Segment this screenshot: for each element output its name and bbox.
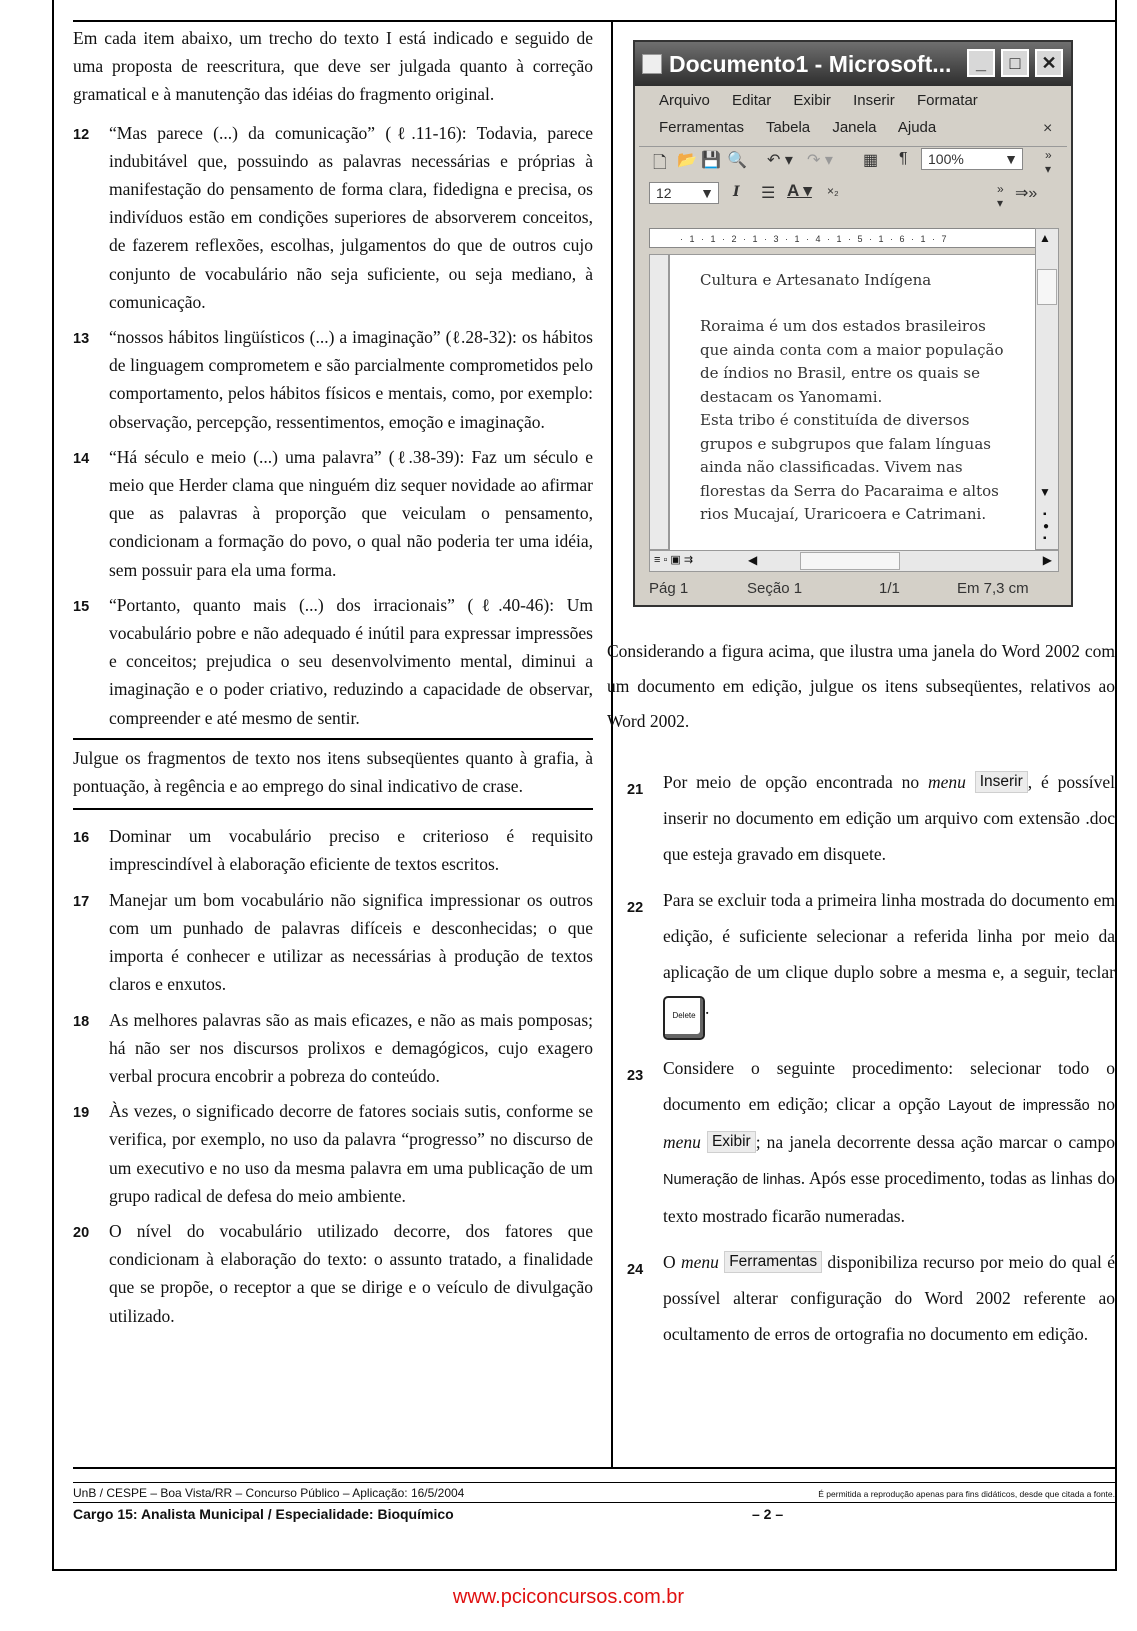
footer-exam-info: UnB / CESPE – Boa Vista/RR – Concurso Público – Aplicação: 16/5/2004: [73, 1486, 465, 1500]
minimize-button[interactable]: _: [967, 49, 995, 77]
intro-word: Considerando a figura acima, que ilustra uma janela do Word 2002 com um documento em edição, julgue os itens subseqüentes, relativos ao Word 2002.: [607, 641, 1115, 731]
question-17: 17 Manejar um bom vocabulário não significa impressionar os outros com um punhado de palavras difíceis e desconhecidas; o que importa é conhecer e utilizar as necessárias à produção de textos claros e enxutos.: [73, 889, 593, 995]
footer-copyright: É permitida a reprodução apenas para fins didáticos, desde que citada a fonte.: [818, 1489, 1115, 1499]
exibir-menu-button: Exibir: [707, 1131, 756, 1153]
menu-bar-row-2: [659, 119, 954, 136]
document-line: Esta tribo é constituída de diversos: [700, 411, 970, 429]
new-document-icon[interactable]: 🗋: [653, 153, 667, 172]
font-size-select[interactable]: 12 ▼: [649, 182, 719, 204]
intro-rewriting: Em cada item abaixo, um trecho do texto I está indicado e seguido de uma proposta de reescritura, que deve ser julgada quanto à correção gramatical e à manutenção das idéias do fragmento original.: [73, 28, 593, 105]
site-url[interactable]: www.pciconcursos.com.br: [452, 1586, 685, 1608]
undo-icon[interactable]: ↶ ▾: [767, 152, 793, 169]
toolbar-options-icon-2[interactable]: » ▾: [997, 182, 1004, 210]
section-divider: [73, 738, 593, 740]
section-divider: [73, 808, 593, 810]
right-questions: [627, 764, 1115, 1352]
browse-object-icon[interactable]: ▪ ● ▪: [1043, 509, 1050, 544]
menu-inserir[interactable]: Inserir: [853, 92, 895, 109]
table-icon[interactable]: ▦: [863, 152, 879, 169]
scroll-left-icon[interactable]: ◀: [748, 553, 758, 567]
document-line: ainda não classificadas. Vivem nas: [700, 458, 963, 476]
question-16: 16 Dominar um vocabulário preciso e criterioso é requisito imprescindível à elaboração eficiente de textos escritos.: [73, 826, 593, 875]
menu-janela[interactable]: Janela: [832, 119, 877, 136]
menu-formatar[interactable]: Formatar: [916, 92, 978, 109]
close-document-icon[interactable]: ×: [1043, 120, 1053, 137]
inserir-menu-button: Inserir: [975, 771, 1028, 793]
scroll-up-icon[interactable]: ▲: [1039, 231, 1051, 245]
menu-exibir[interactable]: Exibir: [793, 92, 831, 109]
left-column: [73, 24, 593, 1330]
save-disk-icon[interactable]: 💾: [701, 152, 721, 169]
menu-tabela[interactable]: Tabela: [765, 119, 811, 136]
scroll-down-icon[interactable]: ▼: [1039, 485, 1051, 499]
italic-icon[interactable]: I: [733, 184, 740, 200]
question-13: 13 “nossos hábitos lingüísticos (...) a imaginação” (ℓ.28-32): os hábitos de linguagem comprometem e são parcialmente comprometidos pelo comportamento, pelos hábitos físicos e mentais, como, por exemplo: observação, percepção, ressentimentos, emoção e imaginação.: [73, 327, 593, 432]
intro-grammar: Julgue os fragmentos de texto nos itens subseqüentes quanto à grafia, à pontuação, à regência e ao emprego do sinal indicativo de crase.: [73, 747, 593, 797]
question-15: 15 “Portanto, quanto mais (...) dos irracionais” (ℓ.40-46): Um vocabulário pobre e não adequado é inútil para expressar impressões e conceitos; prejudica o seu desenvolvimento mental, diminui a imaginação e o poder criativo, reduzindo a capacidade de observar, compreender e até mesmo de sentir.: [73, 594, 593, 728]
question-12: 12 “Mas parece (...) da comunicação” (ℓ.11-16): Todavia, parece indubitável que, possuindo as palavras necessárias e próprias à manifestação do pensamento de forma clara, fidedigna e precisa, os indivíduos estão em condições superiores de absorverem conceitos, de fazerem reflexões, escolhas, julgamentos do que de outros cujo conjunto de vocabulário não seja suficiente, ou seja mediano, à comunicação.: [73, 122, 593, 312]
menu-ferramentas[interactable]: Ferramentas: [659, 119, 745, 136]
horizontal-scrollbar[interactable]: [649, 550, 1059, 572]
close-button[interactable]: ✕: [1035, 49, 1063, 77]
page-number: – 2 –: [752, 1506, 784, 1522]
chevron-down-icon: ▼: [1004, 151, 1018, 167]
menu-arquivo[interactable]: Arquivo: [659, 92, 710, 109]
scroll-right-icon[interactable]: ▶: [1042, 553, 1052, 567]
menu-editar[interactable]: Editar: [732, 92, 772, 109]
document-line: de índios no Brasil, entre os quais se: [700, 364, 980, 382]
h-scroll-thumb[interactable]: [800, 552, 900, 570]
footer-rule: [73, 1482, 1115, 1483]
document-line: florestas da Serra do Pacaraima e altos: [700, 481, 999, 500]
document-line: destacam os Yanomami.: [700, 387, 883, 406]
redo-icon[interactable]: ↷ ▾: [807, 152, 833, 169]
status-position: Em 7,3 cm: [957, 580, 1029, 597]
toolbar-options-icon[interactable]: » ▾: [1045, 148, 1052, 176]
status-page: Pág 1: [649, 580, 689, 597]
view-buttons-icon[interactable]: ≡ ▫ ▣ ⇉: [654, 554, 694, 566]
pilcrow-icon[interactable]: ¶: [899, 150, 908, 167]
document-title: Cultura e Artesanato Indígena: [700, 271, 932, 289]
document-line: rios Mucajaí, Uraricoera e Catrimani.: [700, 505, 987, 523]
document-line: que ainda conta com a maior população: [700, 340, 1004, 359]
move-toolbar-icon[interactable]: ⇒»: [1015, 185, 1038, 202]
scroll-thumb[interactable]: [1037, 269, 1057, 305]
ferramentas-menu-button: Ferramentas: [724, 1251, 822, 1273]
chevron-down-icon: ▼: [700, 185, 714, 201]
footer-rule-2: [73, 1502, 1115, 1503]
horizontal-ruler: · 1 · 1 · 2 · 1 · 3 · 1 · 4 · 1 · 5 · 1 · 6 · 1 · 7: [649, 228, 1059, 248]
numbering-icon[interactable]: ☰: [761, 185, 776, 202]
bottom-rule: [73, 1467, 1115, 1469]
status-bar: [639, 575, 1067, 603]
right-column: [607, 634, 1115, 739]
status-section: Seção 1: [747, 580, 803, 597]
question-22: 22 Para se excluir toda a primeira linha mostrada do documento em edição, é suficiente selecionar a referida linha por meio da aplicação de um clique duplo sobre a mesma e, a seguir, teclar Delete .: [627, 882, 1115, 1040]
document-line: Roraima é um dos estados brasileiros: [700, 317, 986, 335]
question-24: 24 O menu Ferramentas disponibiliza recurso por meio do qual é possível alterar configuração do Word 2002 referente ao ocultamento de erros de ortografia no documento em edição.: [627, 1252, 1115, 1344]
zoom-select[interactable]: 100% ▼: [921, 148, 1023, 170]
top-rule: [73, 20, 1115, 22]
question-23: 23 Considere o seguinte procedimento: selecionar todo o documento em edição; clicar a opção Layout de impressão no menu Exibir ; na janela decorrente dessa ação marcar o campo Numeração de linhas. Após esse procedimento, todas as linhas do texto mostrado ficarão numeradas.: [627, 1058, 1116, 1226]
vertical-scrollbar[interactable]: [1035, 228, 1059, 550]
document-area[interactable]: [669, 254, 1037, 552]
menu-ajuda[interactable]: Ajuda: [897, 119, 937, 136]
print-preview-icon[interactable]: 🔍: [727, 152, 747, 169]
document-line: grupos e subgrupos que falam línguas: [700, 434, 991, 453]
font-color-icon[interactable]: A ▾: [787, 181, 812, 200]
question-20: 20 O nível do vocabulário utilizado decorre, dos fatores que condicionam à elaboração do texto: o assunto tratado, a finalidade que se propõe, o receptor a que se dirige e o veículo de divulgação utilizado.: [73, 1220, 593, 1326]
delete-key-icon: Delete: [663, 996, 705, 1040]
question-21: 21 Por meio de opção encontrada no menu Inserir , é possível inserir no documento em edição um arquivo com extensão .doc que esteja gravado em disquete.: [627, 772, 1115, 864]
question-19: 19 Às vezes, o significado decorre de fatores sociais sutis, conforme se verifica, por exemplo, no uso da palavra “progresso” no discurso de um executivo e no uso da mesma palavra em uma publicação de um grupo radical de defesa do meio ambiente.: [73, 1101, 593, 1206]
footer-cargo: Cargo 15: Analista Municipal / Especialidade: Bioquímico: [73, 1506, 454, 1522]
vertical-ruler: [649, 254, 669, 550]
column-divider: [611, 20, 613, 1469]
word-window-figure: [633, 40, 1073, 607]
title-bar: Documento1 - Microsoft... _ □ ✕: [635, 42, 1071, 86]
toolbar-separator: [639, 146, 1067, 147]
menu-bar-row-1: [659, 92, 996, 109]
question-18: 18 As melhores palavras são as mais eficazes, e não as mais pomposas; há não ser nos discursos prolixos e demagógicos, cujo exagero verbal procura encobrir a pobreza do conteúdo.: [73, 1009, 593, 1086]
status-pages: 1/1: [879, 580, 900, 597]
document-body: [700, 315, 1004, 527]
maximize-button[interactable]: □: [1001, 49, 1029, 77]
subscript-icon[interactable]: ×₂: [827, 184, 839, 198]
question-14: 14 “Há século e meio (...) uma palavra” (ℓ.38-39): Faz um século e meio que Herder clama que ninguém diz sequer novidade ao afirmar que as palavras à proporção que veiculam o pensamento, condicionam a formação do povo, o qual não poderia ter uma idéia, sem possuir para ela uma forma.: [73, 446, 593, 580]
word-app-icon: [642, 54, 662, 74]
open-folder-icon[interactable]: 📂: [677, 152, 697, 169]
